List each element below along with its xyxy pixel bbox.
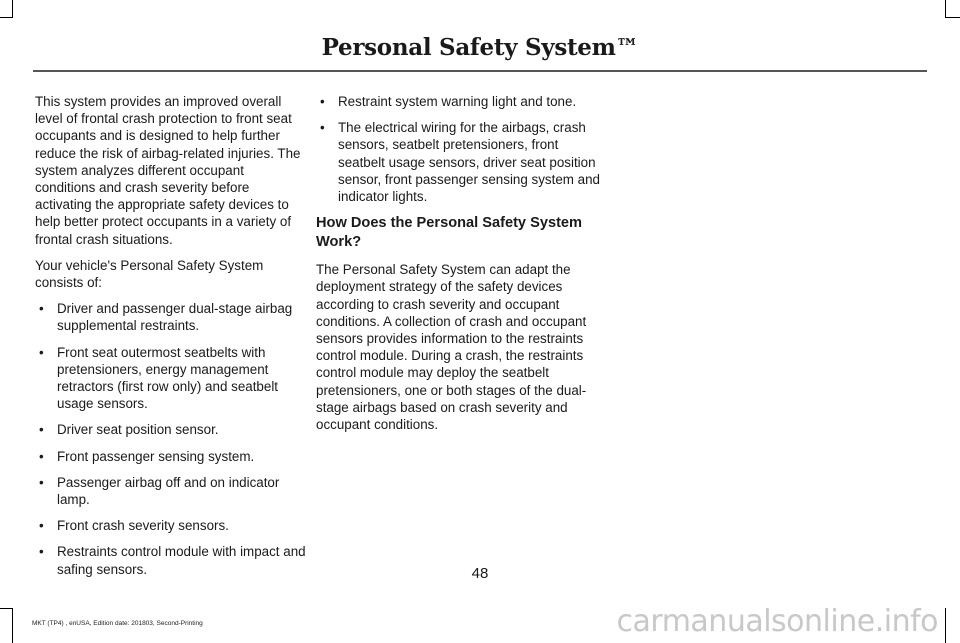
crop-mark [945,608,946,643]
crop-mark [12,608,13,643]
crop-mark [945,0,946,18]
right-column [316,93,602,442]
watermark: carmanualsonline.info [616,604,938,639]
list-item: • Driver and passenger dual-stage airbag supplemental restraints. [35,300,307,334]
list-item: • Front seat outermost seatbelts with pretensioners, energy management retractors (first row only) and seatbelt usage sensors. [35,344,307,413]
left-column [35,93,307,587]
header-divider [33,70,927,72]
intro-paragraph: This system provides an improved overall level of frontal crash protection to front seat occupants and is designed to help further reduce the risk of airbag-related injuries. The system analyzes different occupant conditions and crash severity before activating the appropriate safety devices to help better protect occupants in a variety of frontal crash situations. [35,94,301,247]
list-item: • Restraint system warning light and tone. [316,93,602,110]
list-item: • Front passenger sensing system. [35,448,307,465]
crop-mark [12,0,13,18]
section-heading: How Does the Personal Safety System Work? [316,215,583,251]
crop-mark [0,17,12,18]
page-number: 48 [471,565,489,582]
crop-mark [0,608,12,609]
body-paragraph: The Personal Safety System can adapt the deployment strategy of the safety devices according to crash severity and occupant conditions. A collection of crash and occupant sensors provides information to the restraints control module. During a crash, the restraints control module may deploy the seatbelt pretensioners, one or both stages of the dual-stage airbags based on crash severity and occupant conditions. [316,262,587,433]
crop-mark [946,17,960,18]
component-list [35,300,307,578]
list-item: • Passenger airbag off and on indicator lamp. [35,474,307,508]
component-list-continued [316,93,602,205]
lead-in-paragraph: Your vehicle's Personal Safety System consists of: [35,257,264,291]
list-item: • The electrical wiring for the airbags, crash sensors, seatbelt pretensioners, front seatbelt usage sensors, driver seat position sensor, front passenger sensing system and indicator lights. [316,119,602,205]
list-item: • Front crash severity sensors. [35,517,307,534]
list-item: • Restraints control module with impact and safing sensors. [35,543,307,577]
page-title: Personal Safety System™ [321,34,639,61]
footer-edition-text: MKT (TP4) , enUSA, Edition date: 201803, Second-Printing [32,620,203,627]
list-item: • Driver seat position sensor. [35,421,307,438]
